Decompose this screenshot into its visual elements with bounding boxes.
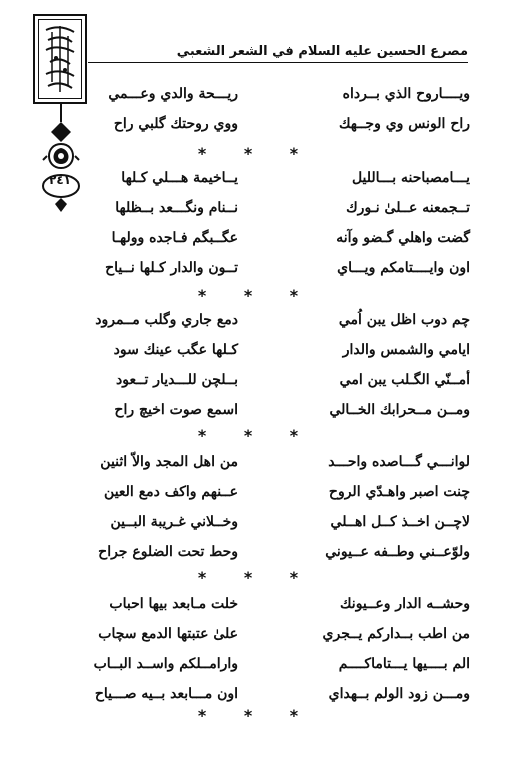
verse-right: راح الونس وي وجــهك <box>338 116 470 132</box>
verse-left: عگــبگم فـاجده وولهـا <box>111 230 238 246</box>
stanza-separator: * * * <box>197 426 315 445</box>
verse-right: تــجمعنه عــلىٰ نـورك <box>346 200 470 216</box>
verse-left: علىٰ عتبتها الدمع سچاب <box>98 626 238 642</box>
verse-right: چم دوب اظل يبن اُمي <box>338 312 470 328</box>
page-number: ٢٤١ <box>49 173 71 187</box>
verse-right: لوانـــي گـــاصده واحـــد <box>328 454 470 470</box>
verse-right: يـــامصباحنه بـــالليل <box>351 170 470 186</box>
verse-left: نــنام ونگـــعد بــظلها <box>115 200 238 216</box>
verse-right: الم بــــيها يـــتاماكــــم <box>338 656 470 672</box>
verse-right: أمــنّي الگـلب يبن امي <box>339 372 470 388</box>
verse-right: ومـــن زود الولم بــهداي <box>328 686 470 702</box>
verse-right: من اطب بــداركم يــجري <box>322 626 470 642</box>
verse-right: چنت اصبر واهـدّي الروح <box>328 484 470 500</box>
verse-left: تــون والدار كـلها نــياح <box>105 260 238 276</box>
verse-left: وخــلاني غـريبة البــين <box>110 514 238 530</box>
verse-left: وارامــلكم واســد البــاب <box>93 656 238 672</box>
verse-right: لاچــن اخــذ كــل اهــلي <box>330 514 470 530</box>
stanza-separator: * * * <box>197 706 315 725</box>
verse-right: اون وايــــتامكم ويـــاي <box>337 260 470 276</box>
verse-left: كـلها عگب عينك سود <box>113 342 238 358</box>
verse-left: وحط تحت الضلوع جراح <box>98 544 238 560</box>
verse-right: ويــــاروح الذي بــرداه <box>342 86 470 102</box>
verse-left: اسمع صوت اخيچ راح <box>114 402 238 418</box>
verse-left: عــنهم واكف دمع العين <box>104 484 238 500</box>
verse-left: من اهل المجد والاّ اثنين <box>100 454 238 470</box>
verse-right: گضت واهلي گـضو وآنه <box>336 230 470 246</box>
verse-left: ووي روحتك گلبي راح <box>113 116 238 132</box>
verse-right: ايامي والشمس والدار <box>342 342 470 358</box>
stanza-separator: * * * <box>197 286 315 305</box>
verse-left: يــاخيمة هـــلي كـلها <box>121 170 238 186</box>
verse-left: بــلچن للـــديار تــعود <box>116 372 238 388</box>
verse-right: ومــن مــحرابك الخــالي <box>329 402 470 418</box>
verse-left: اون مـــابعد بــيه صـــياح <box>94 686 238 702</box>
stanza-separator: * * * <box>197 568 315 587</box>
verse-right: ولوّعــني وطــفه عــيوني <box>325 544 470 560</box>
verse-right: وحشــه الدار وعــيونك <box>340 596 470 612</box>
verse-left: ريـــحة والدي وعـــمي <box>108 86 238 102</box>
verse-left: دمع جاري وگلب مــمرود <box>95 312 238 328</box>
stanza-separator: * * * <box>197 144 315 163</box>
verse-left: خلت مـابعد بيها احباب <box>109 596 238 612</box>
book-title: مصرع الحسين عليه السلام في الشعر الشعبي <box>176 44 468 59</box>
